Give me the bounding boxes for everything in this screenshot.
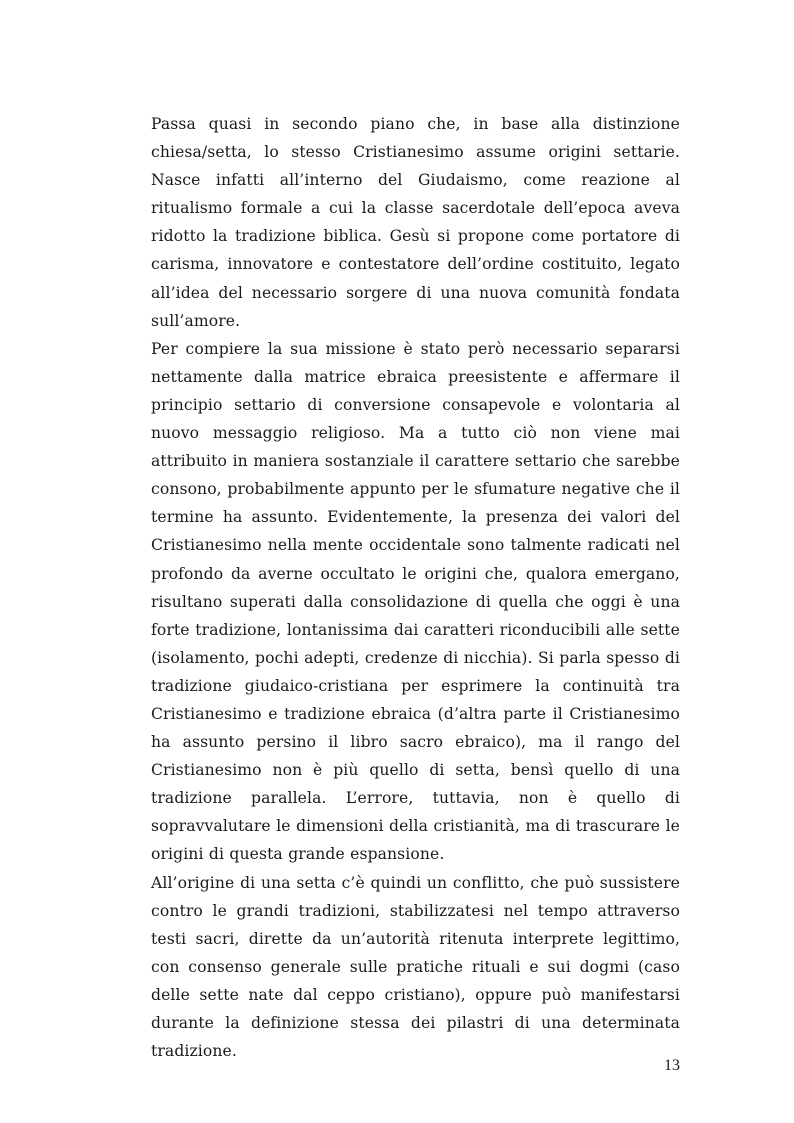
paragraph-3: All’origine di una setta c’è quindi un conflitto, che può sussistere contro le grandi tradizioni, stabilizzatesi nel tempo attraverso testi sacri, dirette da un’autorità ritenuta interprete legittimo, con consenso generale sulle pratiche rituali e sui dogmi (caso delle sette nate dal ceppo cristiano), oppure può manifestarsi durante la definizione stessa dei pilastri di una determinata tradizione. (151, 873, 680, 1061)
paragraph-2: Per compiere la sua missione è stato però necessario separarsi nettamente dalla matrice ebraica preesistente e affermare il principio settario di conversione consapevole e volontaria al nuovo messaggio religioso. Ma a tutto ciò non viene mai attribuito in maniera sostanziale il carattere settario che sarebbe consono, probabilmente appunto per le sfumature negative che il termine ha assunto. Evidentemente, la presenza dei valori del Cristianesimo nella mente occidentale sono talmente radicati nel profondo da averne occultato le origini che, qualora emergano, risultano superati dalla consolidazione di quella che oggi è una forte tradizione, lontanissima dai caratteri riconducibili alle sette (isolamento, pochi adepti, credenze di nicchia). Si parla spesso di tradizione giudaico-cristiana per esprimere la continuità tra Cristianesimo e tradizione ebraica (d’altra parte il Cristianesimo ha assunto persino il libro sacro ebraico), ma il rango del Cristianesimo non è più quello di setta, bensì quello di una tradizione parallela. L’errore, tuttavia, non è quello di sopravvalutare le dimensioni della cristianità, ma di trascurare le origini di questa grande espansione. (151, 339, 680, 864)
page-number: 13 (664, 1057, 680, 1074)
paragraph-1: Passa quasi in secondo piano che, in base alla distinzione chiesa/setta, lo stesso Cristianesimo assume origini settarie. Nasce infatti all’interno del Giudaismo, come reazione al ritualismo formale a cui la classe sacerdotale dell’epoca aveva ridotto la tradizione biblica. Gesù si propone come portatore di carisma, innovatore e contestatore dell’ordine costituito, legato all’idea del necessario sorgere di una nuova comunità fondata sull’amore. (151, 115, 680, 330)
body-text (151, 110, 680, 1065)
